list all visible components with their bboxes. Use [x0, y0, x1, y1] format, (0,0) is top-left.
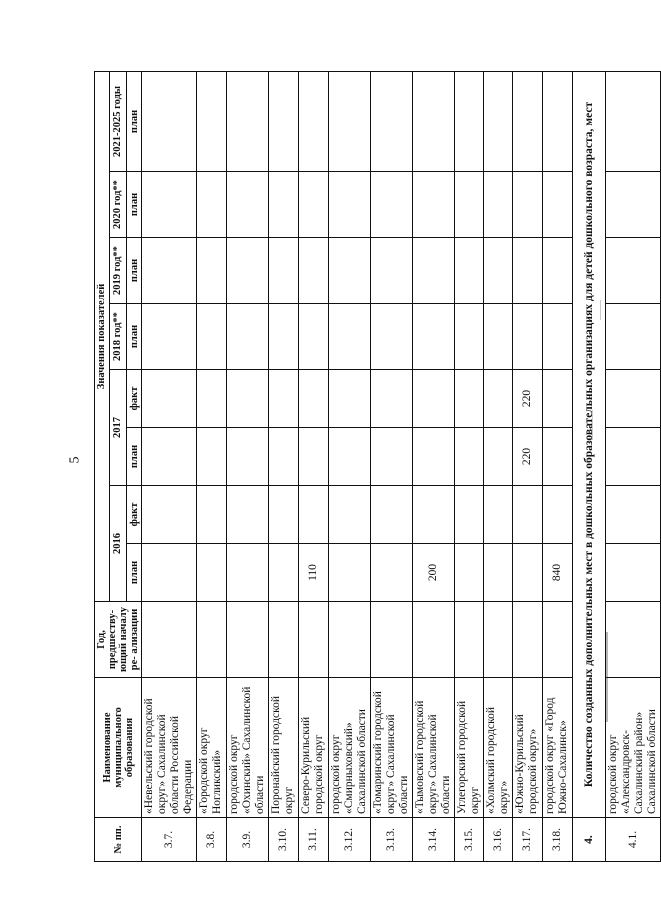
plan-2017 — [543, 428, 573, 486]
fact-2017 — [329, 370, 371, 428]
plan-2017 — [227, 428, 269, 486]
plan-2017 — [371, 428, 413, 486]
header-2017: 2017 — [109, 370, 127, 486]
fact-2017 — [142, 370, 197, 428]
header-2020: 2020 год** — [109, 172, 127, 238]
section-row — [573, 71, 606, 861]
municipality-name: Северо-Курильский городской округ — [299, 678, 329, 818]
plan-2016 — [455, 544, 484, 602]
plan-2016 — [197, 544, 227, 602]
section-title: Количество созданных дополнительных мест в дошкольных образовательных организациях для детей дошкольного возраста, мест — [573, 71, 606, 817]
header-2018: 2018 год** — [109, 304, 127, 370]
header-year: Год, предшеству- ющий началу ре- ализации — [95, 602, 142, 678]
municipality-name: городской округ «Город Южно-Сахалинск» — [543, 678, 573, 818]
fact-2017 — [299, 370, 329, 428]
header-plan: план — [127, 304, 142, 370]
plan-2016 — [227, 544, 269, 602]
plan-2017 — [269, 428, 299, 486]
row-number: 3.11. — [299, 818, 329, 862]
plan-2016: 110 — [299, 544, 329, 602]
plan-2017 — [329, 428, 371, 486]
row-number: 3.13. — [371, 818, 413, 862]
table-row — [606, 71, 661, 861]
municipality-name: городской округ «Александровск-Сахалинский район» Сахалинской области — [606, 678, 661, 818]
municipality-name: «Невельский городской округ» Сахалинской области Российской Федерации — [142, 678, 197, 818]
indicators-table — [94, 71, 661, 862]
municipality-name: «Городской округ Ногликский» — [197, 678, 227, 818]
scan-artifact — [600, 300, 601, 320]
municipality-name: «Холмский городской округ» — [484, 678, 513, 818]
municipality-name: «Тымовский городской округ» Сахалинской области — [413, 678, 455, 818]
row-number: 3.18. — [543, 818, 573, 862]
table-row — [142, 71, 197, 861]
row-number: 3.16. — [484, 818, 513, 862]
plan-2016 — [142, 544, 197, 602]
plan-2017 — [484, 428, 513, 486]
header-plan: план — [127, 172, 142, 238]
header-plan: план — [127, 238, 142, 304]
header-name: Наименование муниципального образования — [95, 678, 142, 818]
fact-2017 — [371, 370, 413, 428]
table-row — [299, 71, 329, 861]
page-number: 5 — [67, 456, 83, 464]
header-2016: 2016 — [109, 486, 127, 602]
fact-2017 — [484, 370, 513, 428]
row-number: 3.12. — [329, 818, 371, 862]
municipality-name: Поронайский городской округ — [269, 678, 299, 818]
plan-2016 — [329, 544, 371, 602]
header-plan: план — [127, 428, 142, 486]
municipality-name: «Томаринский городской округ» Сахалинской области — [371, 678, 413, 818]
fact-2017 — [543, 370, 573, 428]
table-row — [329, 71, 371, 861]
plan-2016 — [269, 544, 299, 602]
table-row — [484, 71, 513, 861]
fact-2017: 220 — [513, 370, 543, 428]
header-indicators: Значения показателей — [95, 71, 110, 601]
scan-artifact — [606, 632, 608, 722]
table-row — [513, 71, 543, 861]
fact-2017 — [413, 370, 455, 428]
scan-artifact — [592, 410, 593, 440]
header-fact: факт — [127, 486, 142, 544]
table-row — [413, 71, 455, 861]
header-fact: факт — [127, 370, 142, 428]
row-number: 3.8. — [197, 818, 227, 862]
section-number: 4. — [573, 818, 606, 862]
row-number: 3.17. — [513, 818, 543, 862]
fact-2017 — [455, 370, 484, 428]
plan-2016 — [371, 544, 413, 602]
rotated-table-container — [94, 72, 658, 862]
fact-2017 — [227, 370, 269, 428]
plan-2017 — [413, 428, 455, 486]
row-number: 3.15. — [455, 818, 484, 862]
row-number: 3.10. — [269, 818, 299, 862]
table-row — [269, 71, 299, 861]
municipality-name: Углегорский городской округ — [455, 678, 484, 818]
header-plan: план — [127, 71, 142, 171]
plan-2016: 200 — [413, 544, 455, 602]
table-row — [227, 71, 269, 861]
header-plan: план — [127, 544, 142, 602]
header-2019: 2019 год** — [109, 238, 127, 304]
plan-2017 — [299, 428, 329, 486]
table-row — [197, 71, 227, 861]
municipality-name: «Южно-Курильский городской округ» — [513, 678, 543, 818]
row-number: 3.14. — [413, 818, 455, 862]
table-row — [371, 71, 413, 861]
plan-2016 — [484, 544, 513, 602]
plan-2017 — [455, 428, 484, 486]
plan-2017: 220 — [513, 428, 543, 486]
row-number: 3.7. — [142, 818, 197, 862]
plan-2016: 840 — [543, 544, 573, 602]
plan-2016 — [513, 544, 543, 602]
row-number: 3.9. — [227, 818, 269, 862]
header-2021-2025: 2021-2025 годы — [109, 71, 127, 171]
row-number: 4.1. — [606, 818, 661, 862]
municipality-name: городской округ «Смирныховский» Сахалинской области — [329, 678, 371, 818]
municipality-name: городской округ «Охинский» Сахалинской области — [227, 678, 269, 818]
header-num: № пп. — [95, 818, 142, 862]
plan-2017 — [142, 428, 197, 486]
fact-2017 — [197, 370, 227, 428]
plan-2017 — [197, 428, 227, 486]
table-row — [543, 71, 573, 861]
table-row — [455, 71, 484, 861]
fact-2017 — [269, 370, 299, 428]
